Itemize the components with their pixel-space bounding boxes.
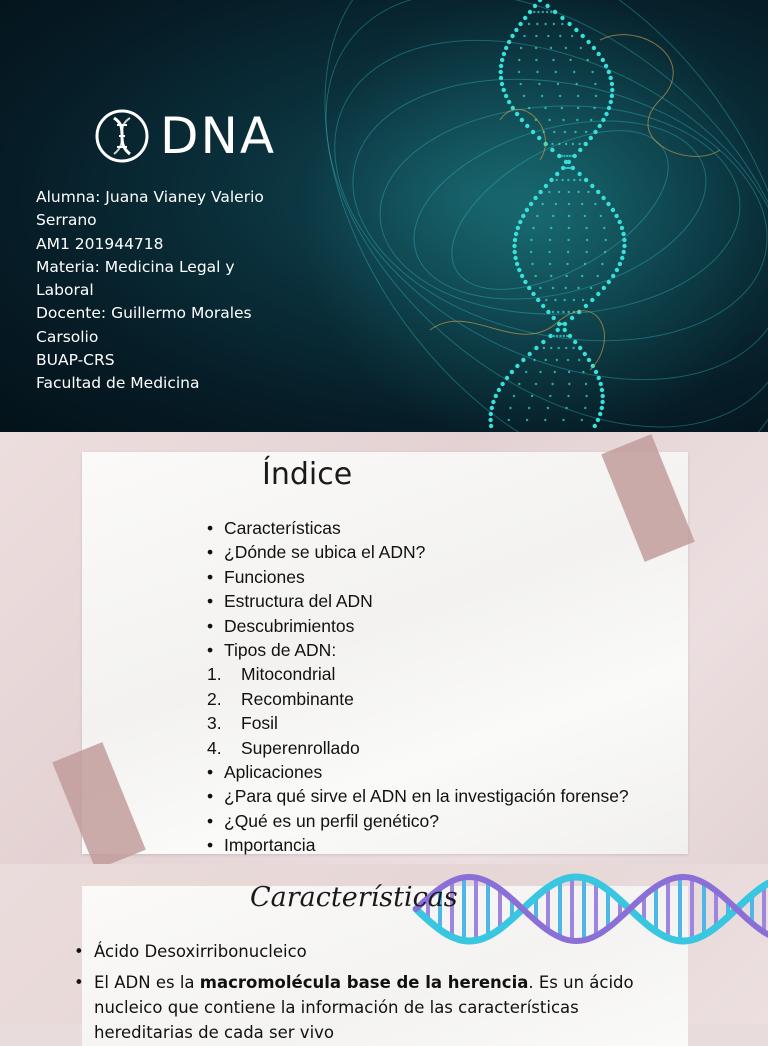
- author-info: [36, 186, 296, 396]
- characteristics-slide: [0, 864, 768, 1042]
- index-subitem: 3. Fosil: [207, 713, 278, 734]
- info-line: Laboral: [36, 281, 94, 300]
- logo-wordmark: DNA: [160, 107, 277, 165]
- info-line: Alumna: Juana Vianey Valerio: [36, 188, 264, 206]
- index-item: • Importancia: [207, 835, 316, 856]
- index-slide: [0, 432, 768, 864]
- index-subitem: 1. Mitocondrial: [207, 664, 336, 685]
- bullet-item: • El ADN es la macromolécula base de la herencia. Es un ácido nucleico que contiene la información de las características hereditarias de cada ser vivo: [74, 973, 634, 1042]
- index-item: • Funciones: [207, 566, 305, 587]
- info-line: Docente: Guillermo Morales: [36, 304, 252, 323]
- index-item: • ¿Qué es un perfil genético?: [207, 810, 439, 831]
- info-line: Materia: Medicina Legal y: [36, 257, 235, 276]
- index-list: [207, 516, 629, 857]
- index-item: • Aplicaciones: [207, 761, 323, 782]
- index-item: • Características: [207, 518, 341, 538]
- index-item: • Tipos de ADN:: [207, 639, 337, 660]
- info-line: Facultad de Medicina: [36, 374, 200, 393]
- info-line: Carsolio: [36, 327, 99, 346]
- characteristics-title: Características: [250, 882, 458, 913]
- info-line: BUAP-CRS: [36, 351, 115, 370]
- index-item: • Descubrimientos: [207, 615, 355, 636]
- dna-logo: [94, 108, 276, 164]
- dna-helix-icon: [94, 108, 150, 164]
- bullet-item: • Ácido Desoxirribonucleico: [74, 942, 307, 961]
- index-title: Índice: [262, 457, 353, 492]
- index-item: • Estructura del ADN: [207, 591, 373, 612]
- characteristics-body: [74, 940, 686, 1045]
- index-item: • ¿Para qué sirve el ADN en la investigación forense?: [207, 786, 629, 807]
- info-line: Serrano: [36, 211, 97, 230]
- index-subitem: 4. Superenrollado: [207, 737, 360, 758]
- cover-slide: [0, 0, 768, 432]
- info-line: AM1 201944718: [36, 234, 164, 253]
- index-subitem: 2. Recombinante: [207, 688, 354, 709]
- index-item: • ¿Dónde se ubica el ADN?: [207, 542, 426, 563]
